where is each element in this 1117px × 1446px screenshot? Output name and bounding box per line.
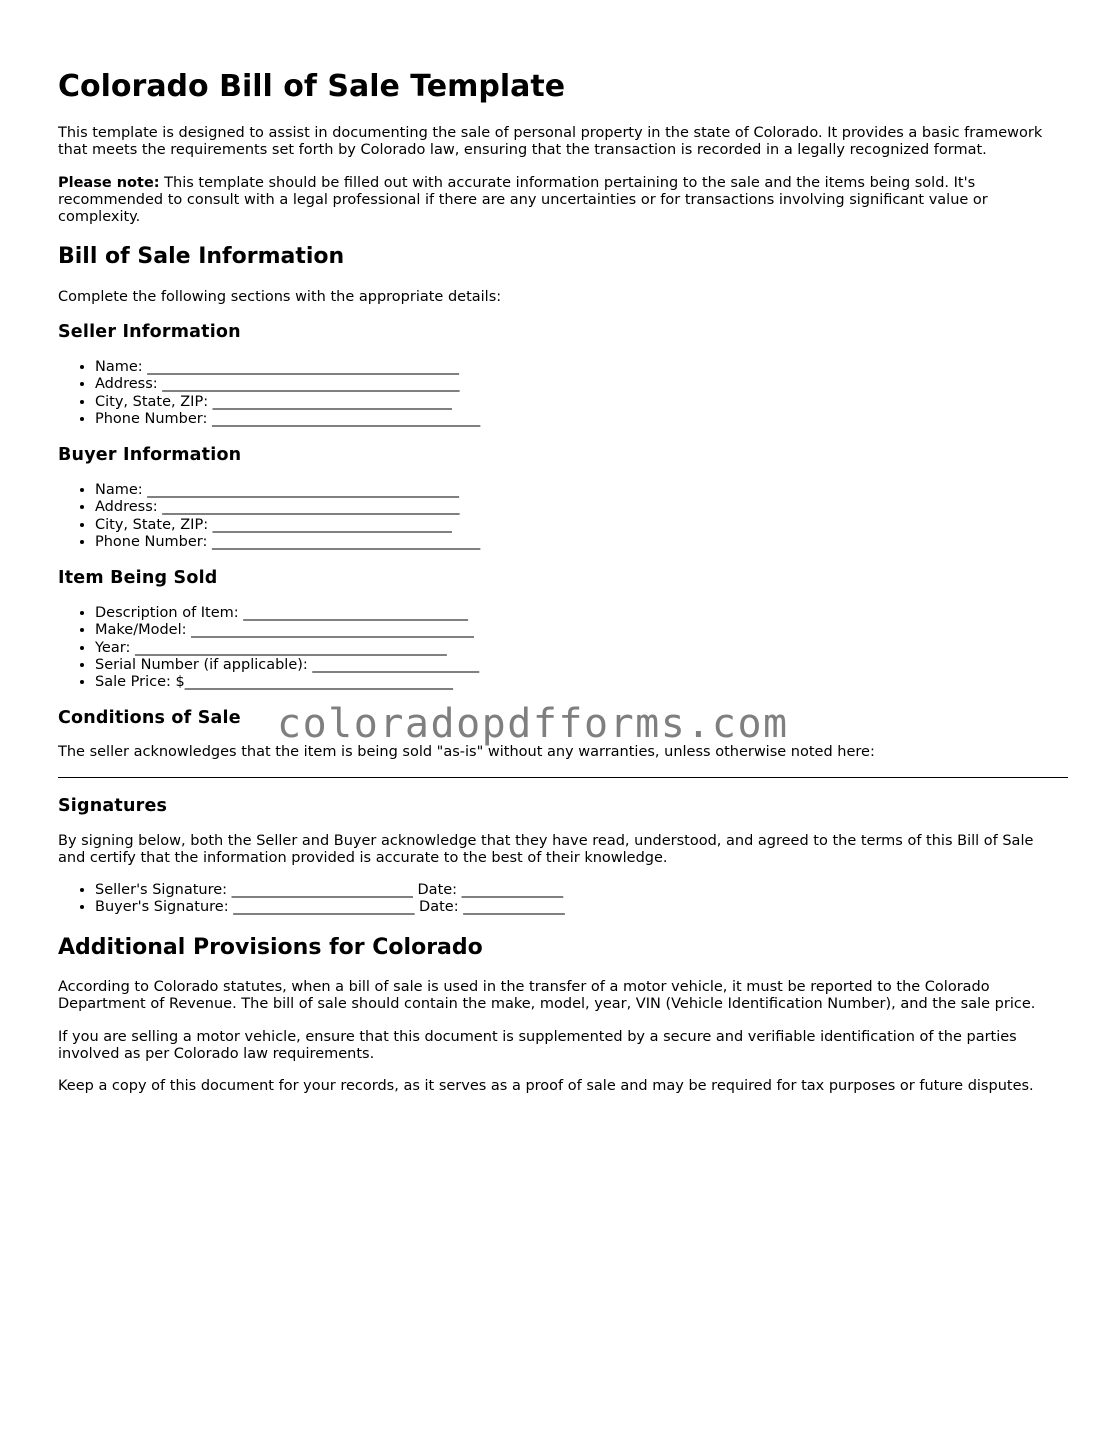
item-year-field: • Year: ___________________________________________ [95, 640, 479, 657]
bill-info-instruction: Complete the following sections with the appropriate details: [58, 289, 502, 305]
item-field-list [58, 605, 479, 691]
conditions-heading: Conditions of Sale [58, 708, 241, 728]
item-sale-price-field: • Sale Price: $_____________________________________ [95, 674, 479, 691]
page-title: Colorado Bill of Sale Template [58, 69, 566, 104]
note-paragraph [58, 175, 1058, 226]
note-text: This template should be filled out with accurate information pertaining to the sale and the items being sold. It's recommended to consult with a legal professional if there are any uncertainties or for transactions involving significant value or complexity. [58, 175, 988, 225]
provisions-heading: Additional Provisions for Colorado [58, 935, 483, 960]
seller-address-field: • Address: _________________________________________ [95, 376, 480, 393]
buyer-heading: Buyer Information [58, 445, 242, 465]
seller-city-state-zip-field: • City, State, ZIP: _________________________________ [95, 394, 480, 411]
provisions-paragraph-2: If you are selling a motor vehicle, ensure that this document is supplemented by a secure and verifiable identification of the parties involved as per Colorado law requirements. [58, 1029, 1017, 1062]
item-serial-number-field: • Serial Number (if applicable): _______________________ [95, 657, 479, 674]
intro-paragraph: This template is designed to assist in documenting the sale of personal property in the state of Colorado. It provides a basic framework that meets the requirements set forth by Colorado law, ensuring that the transaction is recorded in a legally recognized format. [58, 125, 1043, 158]
signature-field-list [58, 882, 565, 917]
buyer-field-list [58, 482, 480, 551]
buyer-signature-field: • Buyer's Signature: _________________________ Date: ______________ [95, 899, 565, 916]
seller-phone-field: • Phone Number: _____________________________________ [95, 411, 480, 428]
seller-name-field: • Name: ___________________________________________ [95, 359, 480, 376]
item-heading: Item Being Sold [58, 568, 218, 588]
seller-heading: Seller Information [58, 322, 241, 342]
bill-info-heading: Bill of Sale Information [58, 244, 345, 269]
note-label: Please note: [58, 175, 160, 191]
buyer-city-state-zip-field: • City, State, ZIP: _________________________________ [95, 517, 480, 534]
conditions-notes-line [58, 777, 1068, 778]
signatures-text: By signing below, both the Seller and Buyer acknowledge that they have read, understood, and agreed to the terms of this Bill of Sale and certify that the information provided is accurate to the best of their knowledge. [58, 833, 1034, 866]
buyer-address-field: • Address: _________________________________________ [95, 499, 480, 516]
provisions-paragraph-1: According to Colorado statutes, when a bill of sale is used in the transfer of a motor vehicle, it must be reported to the Colorado Department of Revenue. The bill of sale should contain the make, model, year, VIN (Vehicle Identification Number), and the sale price. [58, 979, 1036, 1012]
buyer-phone-field: • Phone Number: _____________________________________ [95, 534, 480, 551]
item-description-field: • Description of Item: _______________________________ [95, 605, 479, 622]
watermark: coloradopdfforms.com [277, 701, 789, 747]
signatures-heading: Signatures [58, 796, 168, 816]
item-make-model-field: • Make/Model: _______________________________________ [95, 622, 479, 639]
buyer-name-field: • Name: ___________________________________________ [95, 482, 480, 499]
conditions-text: The seller acknowledges that the item is being sold "as-is" without any warranties, unless otherwise noted here: [58, 744, 875, 760]
provisions-paragraph-3: Keep a copy of this document for your records, as it serves as a proof of sale and may be required for tax purposes or future disputes. [58, 1078, 1034, 1094]
seller-field-list [58, 359, 480, 428]
seller-signature-field: • Seller's Signature: _________________________ Date: ______________ [95, 882, 565, 899]
